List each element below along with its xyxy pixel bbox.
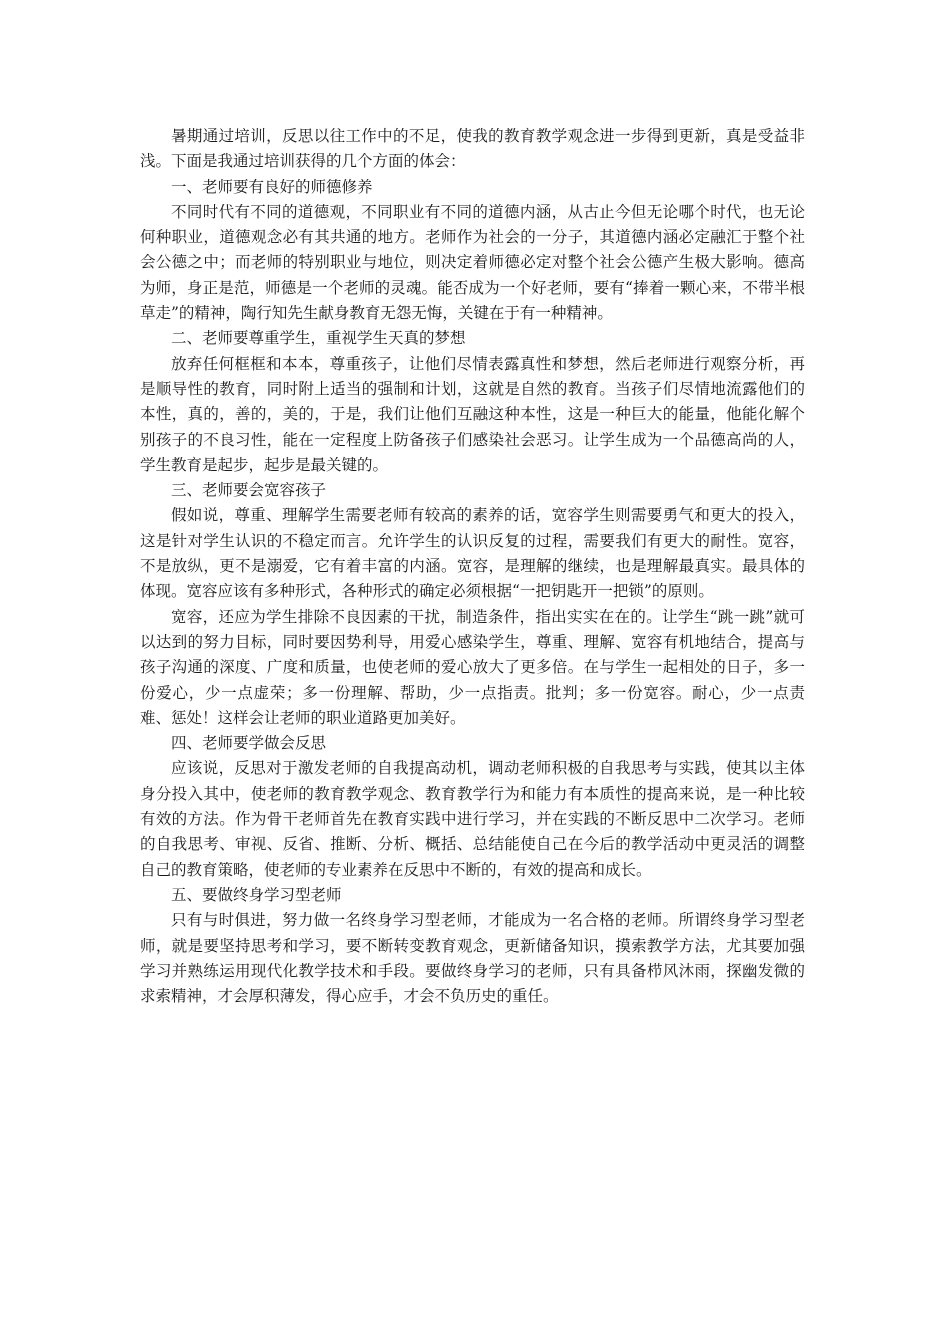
intro-paragraph: 暑期通过培训，反思以往工作中的不足，使我的教育教学观念进一步得到更新，真是受益非浅。下面是我通过培训获得的几个方面的体会： (140, 127, 805, 171)
section-4-paragraph: 应该说，反思对于激发老师的自我提高动机，调动老师积极的自我思考与实践，使其以主体身分投入其中，使老师的教育教学观念、教育教学行为和能力有本质性的提高来说，是一种比较有效的方法。作为骨干老师首先在教育实践中进行学习，并在实践的不断反思中二次学习。老师的自我思考、审视、反省、推断、分析、概括、总结能使自己在今后的教学活动中更灵活的调整自己的教育策略，使老师的专业素养在反思中不断的，有效的提高和成长。 (140, 759, 805, 879)
section-heading-4: 四、老师要学做会反思 (171, 734, 327, 753)
section-heading-2: 二、老师要尊重学生，重视学生天真的梦想 (171, 329, 466, 348)
document-body (140, 124, 805, 1009)
section-heading-5: 五、要做终身学习型老师 (171, 885, 342, 904)
section-1-paragraph: 不同时代有不同的道德观，不同职业有不同的道德内涵，从古止今但无论哪个时代，也无论何种职业，道德观念必有其共通的地方。老师作为社会的一分子，其道德内涵必定融汇于整个社会公德之中；而老师的特别职业与地位，则决定着师德必定对整个社会公德产生极大影响。德高为师，身正是范，师德是一个老师的灵魂。能否成为一个好老师，要有“捧着一颗心来，不带半根草走”的精神，陶行知先生献身教育无怨无悔，关键在于有一种精神。 (140, 202, 805, 323)
section-3-paragraph-2: 宽容，还应为学生排除不良因素的干扰，制造条件，指出实实在在的。让学生“跳一跳”就可以达到的努力目标，同时要因势利导，用爱心感染学生，尊重、理解、宽容有机地结合，提高与孩子沟通的深度、广度和质量，也使老师的爱心放大了更多倍。在与学生一起相处的日子，多一份爱心，少一点虚荣；多一份理解、帮助，少一点指责。批判；多一份宽容。耐心，少一点责难、惩处！这样会让老师的职业道路更加美好。 (140, 607, 805, 727)
section-heading-3: 三、老师要会宽容孩子 (171, 481, 327, 500)
section-2-paragraph: 放弃任何框框和本本，尊重孩子，让他们尽情表露真性和梦想，然后老师进行观察分析，再是顺导性的教育，同时附上适当的强制和计划，这就是自然的教育。当孩子们尽情地流露他们的本性，真的，善的，美的，于是，我们让他们互融这种本性，这是一种巨大的能量，他能化解个别孩子的不良习性，能在一定程度上防备孩子们感染社会恶习。让学生成为一个品德高尚的人，学生教育是起步，起步是最关键的。 (140, 354, 805, 474)
section-heading-1: 一、老师要有良好的师德修养 (171, 177, 373, 196)
section-5-paragraph: 只有与时俱进，努力做一名终身学习型老师，才能成为一名合格的老师。所谓终身学习型老师，就是要坚持思考和学习，要不断转变教育观念，更新储备知识，摸索教学方法，尤其要加强学习并熟练运用现代化教学技术和手段。要做终身学习的老师，只有具备栉风沐雨，探幽发微的求索精神，才会厚积薄发，得心应手，才会不负历史的重任。 (140, 911, 805, 1006)
section-3-paragraph-1: 假如说，尊重、理解学生需要老师有较高的素养的话，宽容学生则需要勇气和更大的投入，这是针对学生认识的不稳定而言。允许学生的认识反复的过程，需要我们有更大的耐性。宽容，不是放纵，更不是溺爱，它有着丰富的内涵。宽容，是理解的继续，也是理解最真实。最具体的体现。宽容应该有多种形式，各种形式的确定必须根据“一把钥匙开一把锁”的原则。 (140, 506, 805, 601)
